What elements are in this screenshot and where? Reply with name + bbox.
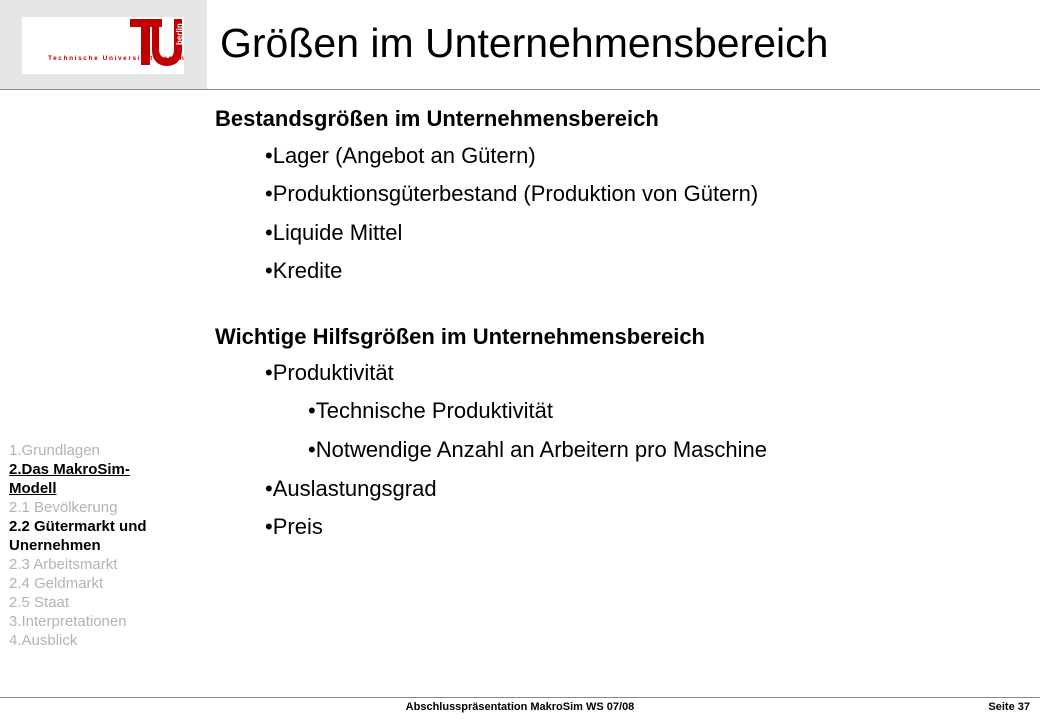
title-divider <box>0 89 1040 90</box>
agenda-nav <box>9 441 147 650</box>
nav-item-staat[interactable]: 2.5 Staat <box>9 594 70 611</box>
bullet-item: •Kredite <box>265 258 343 283</box>
nav-item-interpretationen[interactable]: 3.Interpretationen <box>9 613 127 630</box>
bullet-item: •Auslastungsgrad <box>265 476 437 501</box>
bullet-item: •Liquide Mittel <box>265 220 403 245</box>
logo-text: Technische Universität Berlin <box>48 55 186 62</box>
bullet-item: •Lager (Angebot an Gütern) <box>265 143 536 168</box>
logo-area <box>0 0 207 90</box>
footer-divider <box>0 697 1040 698</box>
page-title: Größen im Unternehmensbereich <box>220 20 829 66</box>
nav-item-bevoelkerung[interactable]: 2.1 Bevölkerung <box>9 499 118 516</box>
nav-item-grundlagen[interactable]: 1.Grundlagen <box>9 442 100 459</box>
svg-text:berlin: berlin <box>175 23 184 45</box>
footer-title: Abschlusspräsentation MakroSim WS 07/08 <box>405 701 635 713</box>
nav-item-makrosim-modell-cont[interactable]: Modell <box>9 480 57 497</box>
sub-bullet-item: •Technische Produktivität <box>308 398 553 423</box>
section-heading-bestandsgroessen: Bestandsgrößen im Unternehmensbereich <box>215 106 659 131</box>
nav-item-guetermarkt-cont[interactable]: Unernehmen <box>9 537 101 554</box>
nav-item-geldmarkt[interactable]: 2.4 Geldmarkt <box>9 575 104 592</box>
section-heading-hilfsgroessen: Wichtige Hilfsgrößen im Unternehmensbereich <box>215 324 705 349</box>
nav-item-arbeitsmarkt[interactable]: 2.3 Arbeitsmarkt <box>9 556 118 573</box>
sub-bullet-item: •Notwendige Anzahl an Arbeitern pro Maschine <box>308 437 767 462</box>
bullet-item: •Produktivität <box>265 360 394 385</box>
nav-item-guetermarkt[interactable]: 2.2 Gütermarkt und <box>9 518 147 535</box>
nav-item-ausblick[interactable]: 4.Ausblick <box>9 632 78 649</box>
bullet-item: •Produktionsgüterbestand (Produktion von Gütern) <box>265 181 759 206</box>
nav-item-makrosim-modell[interactable]: 2.Das MakroSim- <box>9 461 130 478</box>
bullet-item: •Preis <box>265 514 323 539</box>
page-number: Seite 37 <box>988 701 1030 713</box>
